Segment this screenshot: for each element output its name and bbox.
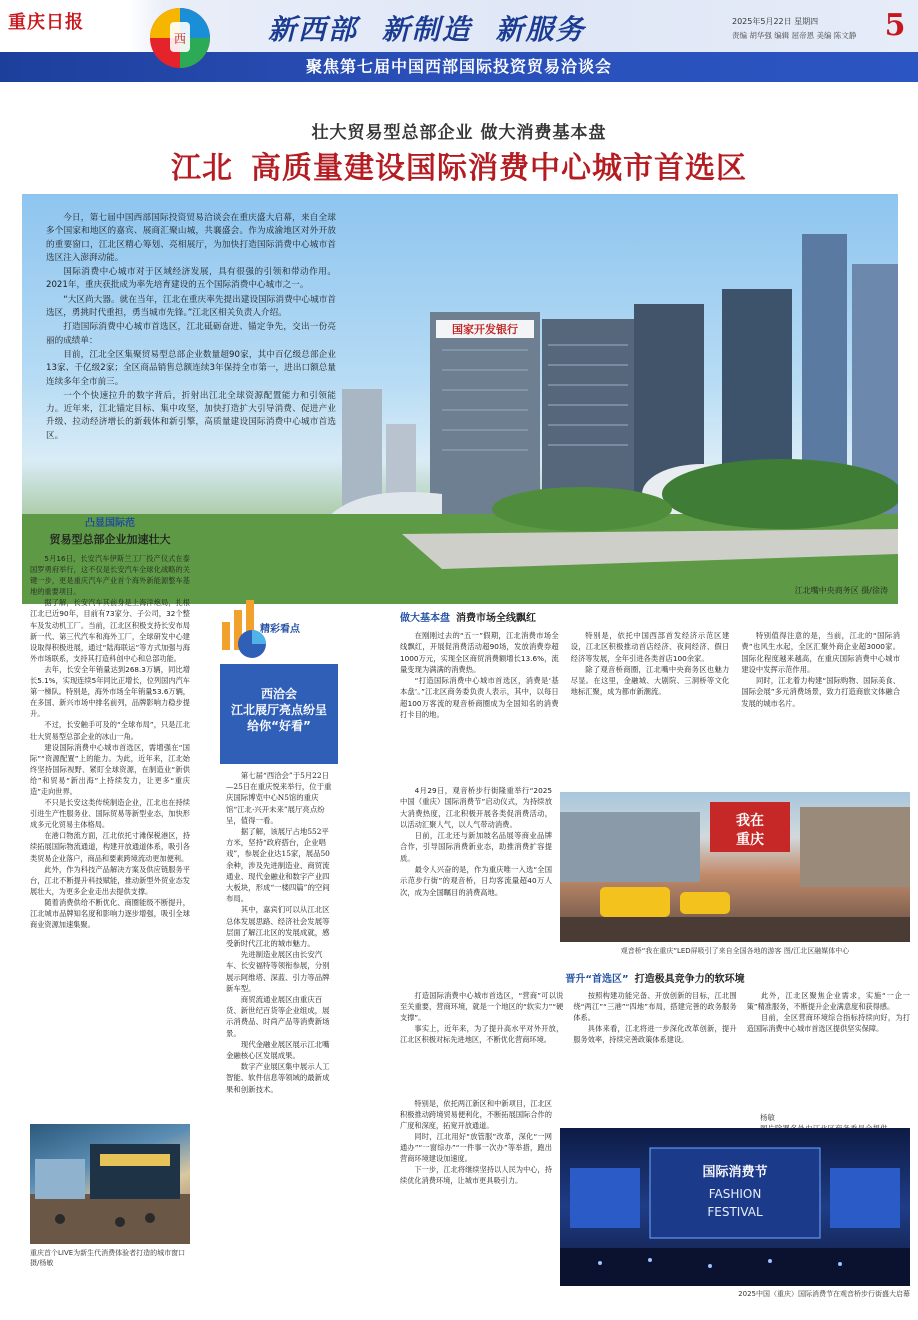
- masthead: [0, 0, 918, 82]
- paragraph: 特别值得注意的是，当前，江北的“国际消费”也风生水起，全区汇聚外商企业超3000家。国际化程度越来越高，在重庆国际消费中心城市建设中发挥示范作用。: [741, 631, 901, 674]
- text-column: [747, 990, 910, 1095]
- text-column: [573, 990, 736, 1095]
- environment-left-column: [400, 1098, 552, 1290]
- lead-p1: 今日，第七届中国西部国际投资贸易洽谈会在重庆盛大启幕，来自全球多个国家和地区的嘉宾、展商汇聚山城，共襄盛会。作为成渝地区对外开放的重要窗口，江北区精心筹划、亮相展厅，为加快打造国际消费中心城市首选区注入澎湃动能。: [46, 213, 336, 263]
- paragraph: 去年，长安全年销量达到268.3万辆，同比增长5.1%，实现连续5年同比正增长，位列国内汽车第一梯队。特别是，海外市场全年销量53.6万辆，在多国、新兴市场中排名前列，品牌影响力稳步提升。: [30, 664, 190, 719]
- paragraph: 最令人兴奋的是，作为重庆唯一入选“全国示范步行街”的观音桥，日均客流量超40万人次，成为全国瞩目的消费高地。: [400, 865, 552, 897]
- svg-text:FASHION: FASHION: [708, 1187, 762, 1201]
- editor-credits: 责编 胡华强 编辑 屈帝恩 美编 陈文静: [732, 31, 857, 40]
- paragraph: 同时，江北用好“放管服”改革，深化“一网通办”“一窗综办”“一件事一次办”等举措，跑出营商环境建设加速度。: [400, 1132, 552, 1163]
- focus-panel-line2: 江北展厅亮点纷呈: [230, 703, 327, 717]
- lead-p5: 目前，江北全区集聚贸易型总部企业数量超90家，其中百亿级总部企业13家、千亿级2家；全区商品销售总额连续3年保持全市第一，进出口额总量连续多年全市前三。: [46, 349, 336, 387]
- section-heading: 消费市场全线飘红: [456, 613, 536, 624]
- title-text: 高质量建设国际消费中心城市首选区: [251, 151, 747, 186]
- lead-p4: 打造国际消费中心城市首选区，江北砥砺奋进、锚定争先，交出一份亮丽的成绩单：: [46, 322, 336, 346]
- bank-tower: [430, 312, 540, 522]
- page-number: 5: [884, 8, 906, 43]
- text-column: [400, 630, 559, 785]
- svg-text:西: 西: [173, 32, 187, 46]
- focus-body: [226, 770, 336, 1290]
- paragraph: 5月16日，长安汽车伊斯兰工厂投产仪式在泰国罗勇府举行，这不仅是长安汽车全球化战略的关键一步，更是重庆汽车产业首个海外新能源整车基地的重要项目。: [30, 554, 190, 597]
- lead-p2: 国际消费中心城市对于区域经济发展，具有很强的引领和带动作用。2021年，重庆获批成为率先培育建设的五个国际消费中心城市之一。: [46, 267, 336, 291]
- svg-text:我在: 我在: [736, 813, 764, 829]
- byline-author: 杨敏: [760, 1113, 775, 1122]
- bank-sign: 国家开发银行: [452, 323, 518, 336]
- paragraph: 不过，长安触手可及的“全球布局”，只是江北壮大贸易型总部企业的冰山一角。: [30, 720, 190, 741]
- article-title: [0, 143, 918, 187]
- consumption-left-column: [400, 785, 552, 968]
- paragraph: 第七届“西洽会”于5月22日—25日在重庆悦来举行，位于重庆国际博览中心N5馆的重庆馆“江北·兴开未来”展厅亮点纷呈，值得一看。: [226, 771, 332, 825]
- text-column: [400, 990, 563, 1095]
- masthead-slogan: [268, 8, 598, 48]
- article-kicker: 壮大贸易型总部企业 做大消费基本盘: [311, 123, 607, 143]
- issue-date: 2025年5月22日 星期四: [732, 17, 819, 26]
- slogan-3: 新服务: [495, 13, 586, 46]
- paragraph: 打造国际消费中心城市首选区，“营商”可以说至关重要，营商环境，就是一个地区的“软实力”“硬支撑”。: [400, 991, 564, 1022]
- slogan-1: 新西部: [268, 13, 359, 46]
- section-tag: 做大基本盘: [400, 613, 450, 624]
- paragraph: 在刚刚过去的“五一”假期，江北消费市场全线飘红，开展促消费活动超90场，发放消费券超1000万元，实现全区商贸消费额增长13.6%，流量变现为满满的消费热。: [400, 631, 559, 674]
- section-international: [30, 514, 190, 1111]
- section-body: [30, 553, 190, 1111]
- focus-tag: 精彩看点: [260, 624, 300, 635]
- svg-text:重庆: 重庆: [736, 832, 764, 848]
- live-mall-photo: [30, 1124, 190, 1244]
- consumption-columns: [400, 630, 900, 785]
- svg-text:FESTIVAL: FESTIVAL: [707, 1205, 763, 1219]
- section-heading: 贸易型总部企业加速壮大: [49, 533, 171, 546]
- focus-panel-line3: 给你“好看”: [247, 719, 311, 733]
- hero-caption: 江北嘴中央商务区 摄/徐涛: [794, 586, 888, 595]
- paragraph: 按照构建功能完备、开放创新的目标，江北围绕“两江”“三港”“四地”布局，搭建完善的政务服务体系。: [573, 991, 737, 1022]
- paragraph: 据了解，该展厅占地552平方米，坚持“政府搭台，企业唱戏”，参展企业达15家，展品50余种，涉及先进制造业、商贸流通业、现代金融业和数字产业四大板块，形成“一楼四篇”的空间布局。: [226, 827, 330, 904]
- lead-paragraphs: [46, 212, 336, 444]
- paragraph: 下一步，江北将继续坚持以人民为中心，持续优化消费环境，让城市更具吸引力。: [400, 1165, 552, 1185]
- live-photo-caption: 重庆首个LIVE为新生代消费体验者打造的城市窗口 摄/杨敏: [30, 1249, 186, 1267]
- paragraph: 具体来看，江北将进一步深化改革创新，提升服务效率，持续完善政策体系建设。: [573, 1024, 737, 1044]
- paragraph: 事实上，近年来，为了提升高水平对外开放，江北区积极对标先进地区，不断优化营商环境。: [400, 1024, 564, 1044]
- lead-p3: “大区尚大器。就在当年，江北在重庆率先提出建设国际消费中心城市首选区，勇挑时代重担，勇当城市先锋。”江北区相关负责人介绍。: [46, 294, 336, 319]
- guanyinqiao-photo: [560, 792, 910, 942]
- guanyinqiao-caption: 观音桥“我在重庆”LED屏吸引了来自全国各地的游客 图/江北区融媒体中心: [620, 947, 850, 955]
- paragraph: 建设国际消费中心城市首选区，需增强在“国际”“资源配置”上的能力。为此，近年来，江北始终坚持国际视野、紧盯全球资源，在制造业“新供给”和贸易“新出海”上持续发力，让更多“重庆造”走向世界。: [30, 742, 190, 796]
- paragraph: 此外，江北区聚焦企业需求，实施“一企一策”精准服务，不断提升企业满意度和获得感。: [746, 991, 910, 1011]
- festival-caption: 2025中国（重庆）国际消费节在观音桥步行街盛大启幕: [738, 1290, 910, 1298]
- paragraph: 商贸流通业展区由重庆百货、新世纪百货等企业组成，展示消费品、时尚产品等消费新场景。: [226, 995, 330, 1038]
- paragraph: 目前，全区营商环境综合指标持续向好，为打造国际消费中心城市首选区提供坚实保障。: [746, 1013, 910, 1033]
- paper-name: 重庆日报: [8, 12, 84, 33]
- section-tag: 晋升“首选区”: [565, 974, 629, 985]
- paragraph: 数字产业展区集中展示人工智能、软件信息等领域的最新成果和创新技术。: [226, 1062, 330, 1094]
- environment-columns: [400, 990, 910, 1095]
- fashion-festival-photo: [560, 1128, 910, 1286]
- text-column: [571, 630, 730, 785]
- paragraph: 特别是，依托两江新区和中新项目，江北区积极推动跨境贸易便利化，不断拓展国际合作的广度和深度，拓宽开放通道。: [400, 1099, 552, 1130]
- slogan-2: 新制造: [381, 13, 472, 46]
- environment-section-heading: [400, 970, 910, 985]
- paragraph: 特别是，依托中国西部首发经济示范区建设，江北区积极推动首店经济、夜间经济、假日经济等发展，全年引进各类首店100余家。: [570, 631, 730, 663]
- district-name: 江北: [171, 151, 233, 186]
- paragraph: 日前，江北还与新加坡名品展等商业品牌合作，引导国际消费新业态，助推消费扩容提质。: [400, 831, 552, 863]
- consumption-section-heading: [400, 609, 900, 624]
- paragraph: 随着消费供给不断优化、商圈能级不断提升，江北城市品牌知名度和影响力逐步增强，吸引全球商业资源加速集聚。: [30, 897, 190, 930]
- paragraph: 现代金融业展区展示江北嘴金融核心区发展成果。: [226, 1039, 330, 1061]
- paragraph: 4月29日，观音桥步行街隆重举行“2025中国（重庆）国际消费节”启动仪式，为持续放大消费热度，江北积极开展各类促消费活动，以活动汇聚人气，以人气带动消费。: [400, 786, 552, 829]
- paragraph: 在港口物流方面，江北依托寸滩保税港区，持续拓展国际物流通道，构建开放通道体系，吸引各类贸易企业落户，商品和要素跨境流动更加便利。: [30, 831, 190, 863]
- paragraph: 据了解，长安汽车其前身是上海洋炮局，扎根江北已近90年，目前有73家分、子公司，32个整车及发动机工厂。当前，江北区积极支持长安布局新一代、第三代汽车和海外工厂，全球研发中心建设取得积极进展，通过“陆海联运”等方式加强与海外市场联系，支持其打造科创中心和总部功能。: [30, 598, 190, 663]
- paragraph: 此外，作为科技产品解决方案及供应链服务平台，江北不断提升科技赋能，推动新型外贸业态发展壮大，为更多企业走出去提供支撑。: [30, 864, 190, 896]
- svg-text:国际消费节: 国际消费节: [702, 1165, 768, 1180]
- section-tag: 凸显国际范: [85, 518, 135, 529]
- lead-p6: 一个个快速拉升的数字背后，折射出江北全球资源配置能力和引领能力。近年来，江北锚定目标、集中攻坚，加快打造扩大引导消费、促进产业升级、拉动经济增长的新载体和新引擎，高质量建设国际消费中心城市首选区。: [46, 390, 336, 441]
- paragraph: 其中，嘉宾们可以从江北区总体发展思路、经济社会发展等层面了解江北区的发展成就，感受新时代江北的城市魅力。: [226, 905, 330, 949]
- paragraph: 不只是长安这类传统制造企业，江北也在持续引进生产性服务业、国际贸易等新型业态，加快形成多元化贸易主体格局。: [30, 798, 190, 830]
- focus-panel: [220, 664, 338, 764]
- focus-panel-line1: 西洽会: [260, 687, 297, 701]
- paragraph: 同时，江北着力构建“国际购物、国际美食、国际会展”多元消费场景，致力打造商旅文体融合发展的城市名片。: [741, 676, 901, 708]
- paragraph: 先进制造业展区由长安汽车、长安福特等领衔参展，分别展示阿维塔、深蓝、引力等品牌新车型。: [226, 950, 330, 993]
- text-column: [741, 630, 900, 785]
- paragraph: 除了观音桥商圈，江北嘴中央商务区也魅力尽显。在这里，金融城、大剧院、三洞桥等文化地标汇聚，成为都市新潮流。: [570, 664, 730, 697]
- paragraph: “打造国际消费中心城市首选区，消费是‘基本盘’。”江北区商务委负责人表示，其中，以每日超100万客流的观音桥商圈成为全国知名的消费打卡目的地。: [400, 676, 559, 720]
- section-heading: 打造极具竞争力的软环境: [634, 974, 745, 985]
- masthead-subhead: 聚焦第七届中国西部国际投资贸易洽谈会: [305, 57, 612, 76]
